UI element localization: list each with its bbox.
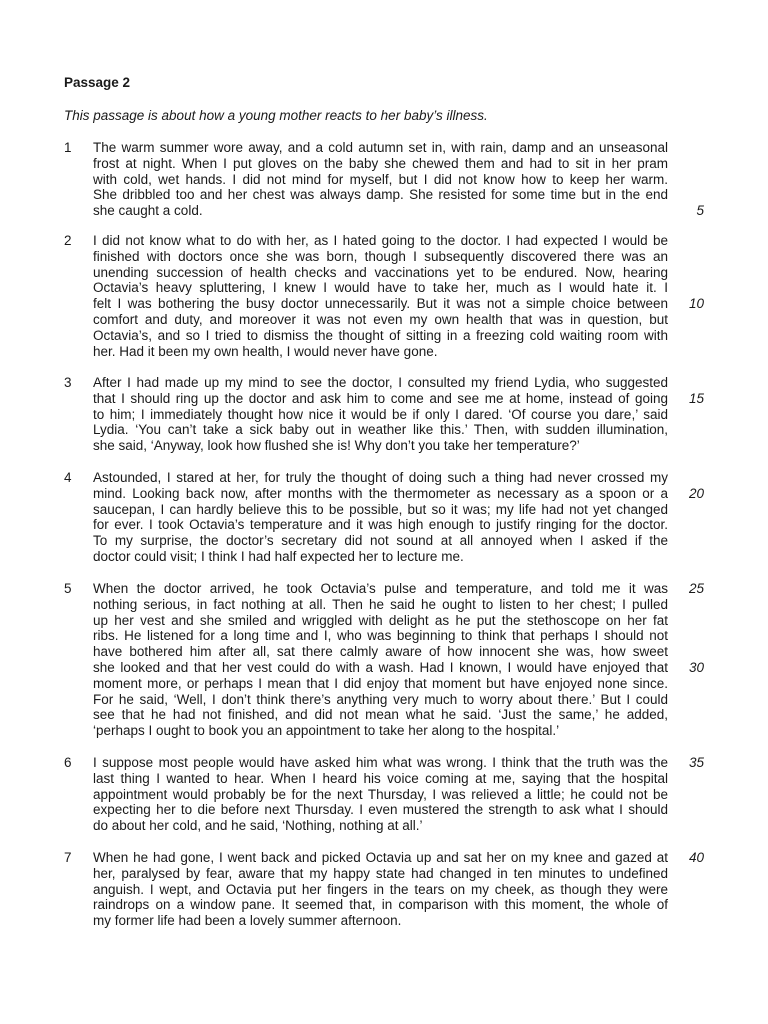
text-line: finished with doctors once she was born, though I subsequently discovered there was an bbox=[93, 248, 668, 264]
text-line: I did not know what to do with her, as I hated going to the doctor. I had expected I would be bbox=[93, 233, 668, 248]
text-line: saucepan, I can hardly believe this to be possible, but so it was; my life had not yet changed bbox=[93, 501, 668, 517]
text-line: have bothered him after all, sat there calmly aware of how innocent she was, how sweet bbox=[93, 644, 668, 660]
text-line: raindrops on a window pane. It seemed that, in comparison with this moment, the whole of bbox=[93, 897, 668, 913]
text-line: up her vest and she smiled and wriggled with delight as he put the stethoscope on her fat bbox=[93, 612, 668, 628]
text-line: with cold, wet hands. I did not mind for myself, but I did not know how to keep her warm. bbox=[93, 171, 668, 187]
text-line: Octavia’s, and so I tried to dismiss the thought of sitting in a freezing cold waiting room with bbox=[93, 327, 668, 343]
line-number-marker: 10 bbox=[688, 296, 704, 312]
text-line: anguish. I wept, and Octavia put her fingers in the tears on my cheek, as though they were bbox=[93, 881, 668, 897]
paragraph-number: 7 bbox=[64, 850, 72, 865]
line-number-marker: 15 bbox=[688, 390, 704, 406]
line-number-marker: 5 bbox=[696, 203, 704, 219]
text-line: her, paralysed by fear, aware that my happy state had changed in ten minutes to undefined bbox=[93, 865, 668, 881]
text-line: expecting her to die before next Thursday. I even mustered the strength to ask what I should bbox=[93, 802, 668, 818]
text-line: After I had made up my mind to see the doctor, I consulted my friend Lydia, who suggested bbox=[93, 375, 668, 390]
line-number-marker: 35 bbox=[688, 755, 704, 770]
text-line: to him; I immediately thought how nice it would be if only I dared. ‘Of course you dare,’ said bbox=[93, 406, 668, 422]
paragraph-number: 6 bbox=[64, 755, 72, 770]
text-line: For he said, ‘Well, I don’t think there’s anything very much to worry about there.’ But I could bbox=[93, 691, 668, 707]
passage-title: Passage 2 bbox=[64, 75, 131, 90]
text-line: she caught a cold. bbox=[93, 203, 203, 219]
text-line: last thing I wanted to hear. When I heard his voice coming at me, saying that the hospital bbox=[93, 770, 668, 786]
text-line: her. Had it been my own health, I would never have gone. bbox=[93, 343, 438, 359]
text-line: Octavia’s heavy spluttering, I knew I would have to take her, much as I would hate it. I bbox=[93, 280, 668, 296]
text-line: do about her cold, and he said, ‘Nothing, nothing at all.’ bbox=[93, 818, 423, 834]
line-number-marker: 25 bbox=[688, 581, 704, 596]
text-line: unending succession of health checks and vaccinations yet to be endured. Now, hearing bbox=[93, 264, 668, 280]
line-number-marker: 30 bbox=[688, 660, 704, 675]
passage-intro: This passage is about how a young mother reacts to her baby’s illness. bbox=[64, 108, 488, 123]
text-line: The warm summer wore away, and a cold autumn set in, with rain, damp and an unseasonal bbox=[93, 140, 668, 155]
line-number-marker: 40 bbox=[688, 850, 704, 865]
text-line: felt I was bothering the busy doctor unnecessarily. But it was not a simple choice between bbox=[93, 296, 668, 312]
text-line: see that he had not finished, and did not mean what he said. ‘Just the same,’ he added, bbox=[93, 707, 668, 723]
line-number-marker: 20 bbox=[688, 485, 704, 501]
text-line: moment more, or perhaps I mean that I did enjoy that moment but have enjoyed none since. bbox=[93, 675, 668, 691]
paragraph-number: 2 bbox=[64, 233, 72, 248]
text-line: I suppose most people would have asked him what was wrong. I think that the truth was the bbox=[93, 755, 668, 770]
paragraph-number: 5 bbox=[64, 581, 72, 596]
text-line: To my surprise, the doctor’s secretary did not sound at all annoyed when I asked if the bbox=[93, 533, 668, 549]
text-line: appointment would probably be for the next Thursday, I was relieved a little; he could not be bbox=[93, 786, 668, 802]
text-line: frost at night. When I put gloves on the baby she chewed them and had to sit in her pram bbox=[93, 155, 668, 171]
text-line: When he had gone, I went back and picked Octavia up and sat her on my knee and gazed at bbox=[93, 850, 668, 865]
text-line: Lydia. ‘You can’t take a sick baby out in weather like this.’ Then, with sudden illumination, bbox=[93, 422, 668, 438]
text-line: doctor could visit; I think I had half expected her to lecture me. bbox=[93, 549, 464, 564]
text-line: When the doctor arrived, he took Octavia’s pulse and temperature, and told me it was bbox=[93, 581, 668, 596]
paragraph-number: 1 bbox=[64, 140, 72, 155]
paragraph-number: 4 bbox=[64, 470, 72, 485]
text-line: ‘perhaps I ought to book you an appointment to take her along to the hospital.’ bbox=[93, 723, 560, 739]
text-line: she said, ‘Anyway, look how flushed she is! Why don’t you take her temperature?’ bbox=[93, 438, 580, 454]
text-line: that I should ring up the doctor and ask him to come and see me at home, instead of going bbox=[93, 390, 668, 406]
text-line: nothing serious, in fact nothing at all. Then he said he ought to listen to her chest; I pulled bbox=[93, 596, 668, 612]
text-line: she looked and that her vest could do with a wash. Had I known, I would have enjoyed that bbox=[93, 660, 668, 675]
text-line: mind. Looking back now, after months with the thermometer as necessary as a spoon or a bbox=[93, 485, 668, 501]
text-line: She dribbled too and her chest was always damp. She resisted for some time but in the end bbox=[93, 187, 668, 203]
paragraph-number: 3 bbox=[64, 375, 72, 390]
text-line: ribs. He listened for a long time and I, who was beginning to think that perhaps I should not bbox=[93, 628, 668, 644]
text-line: Astounded, I stared at her, for truly the thought of doing such a thing had never crossed my bbox=[93, 470, 668, 485]
text-line: my former life had been a lovely summer afternoon. bbox=[93, 913, 402, 929]
text-line: comfort and duty, and moreover it was not even my own health that was in question, but bbox=[93, 312, 668, 327]
text-line: for ever. I took Octavia’s temperature and it was high enough to justify ringing for the doctor. bbox=[93, 517, 668, 533]
